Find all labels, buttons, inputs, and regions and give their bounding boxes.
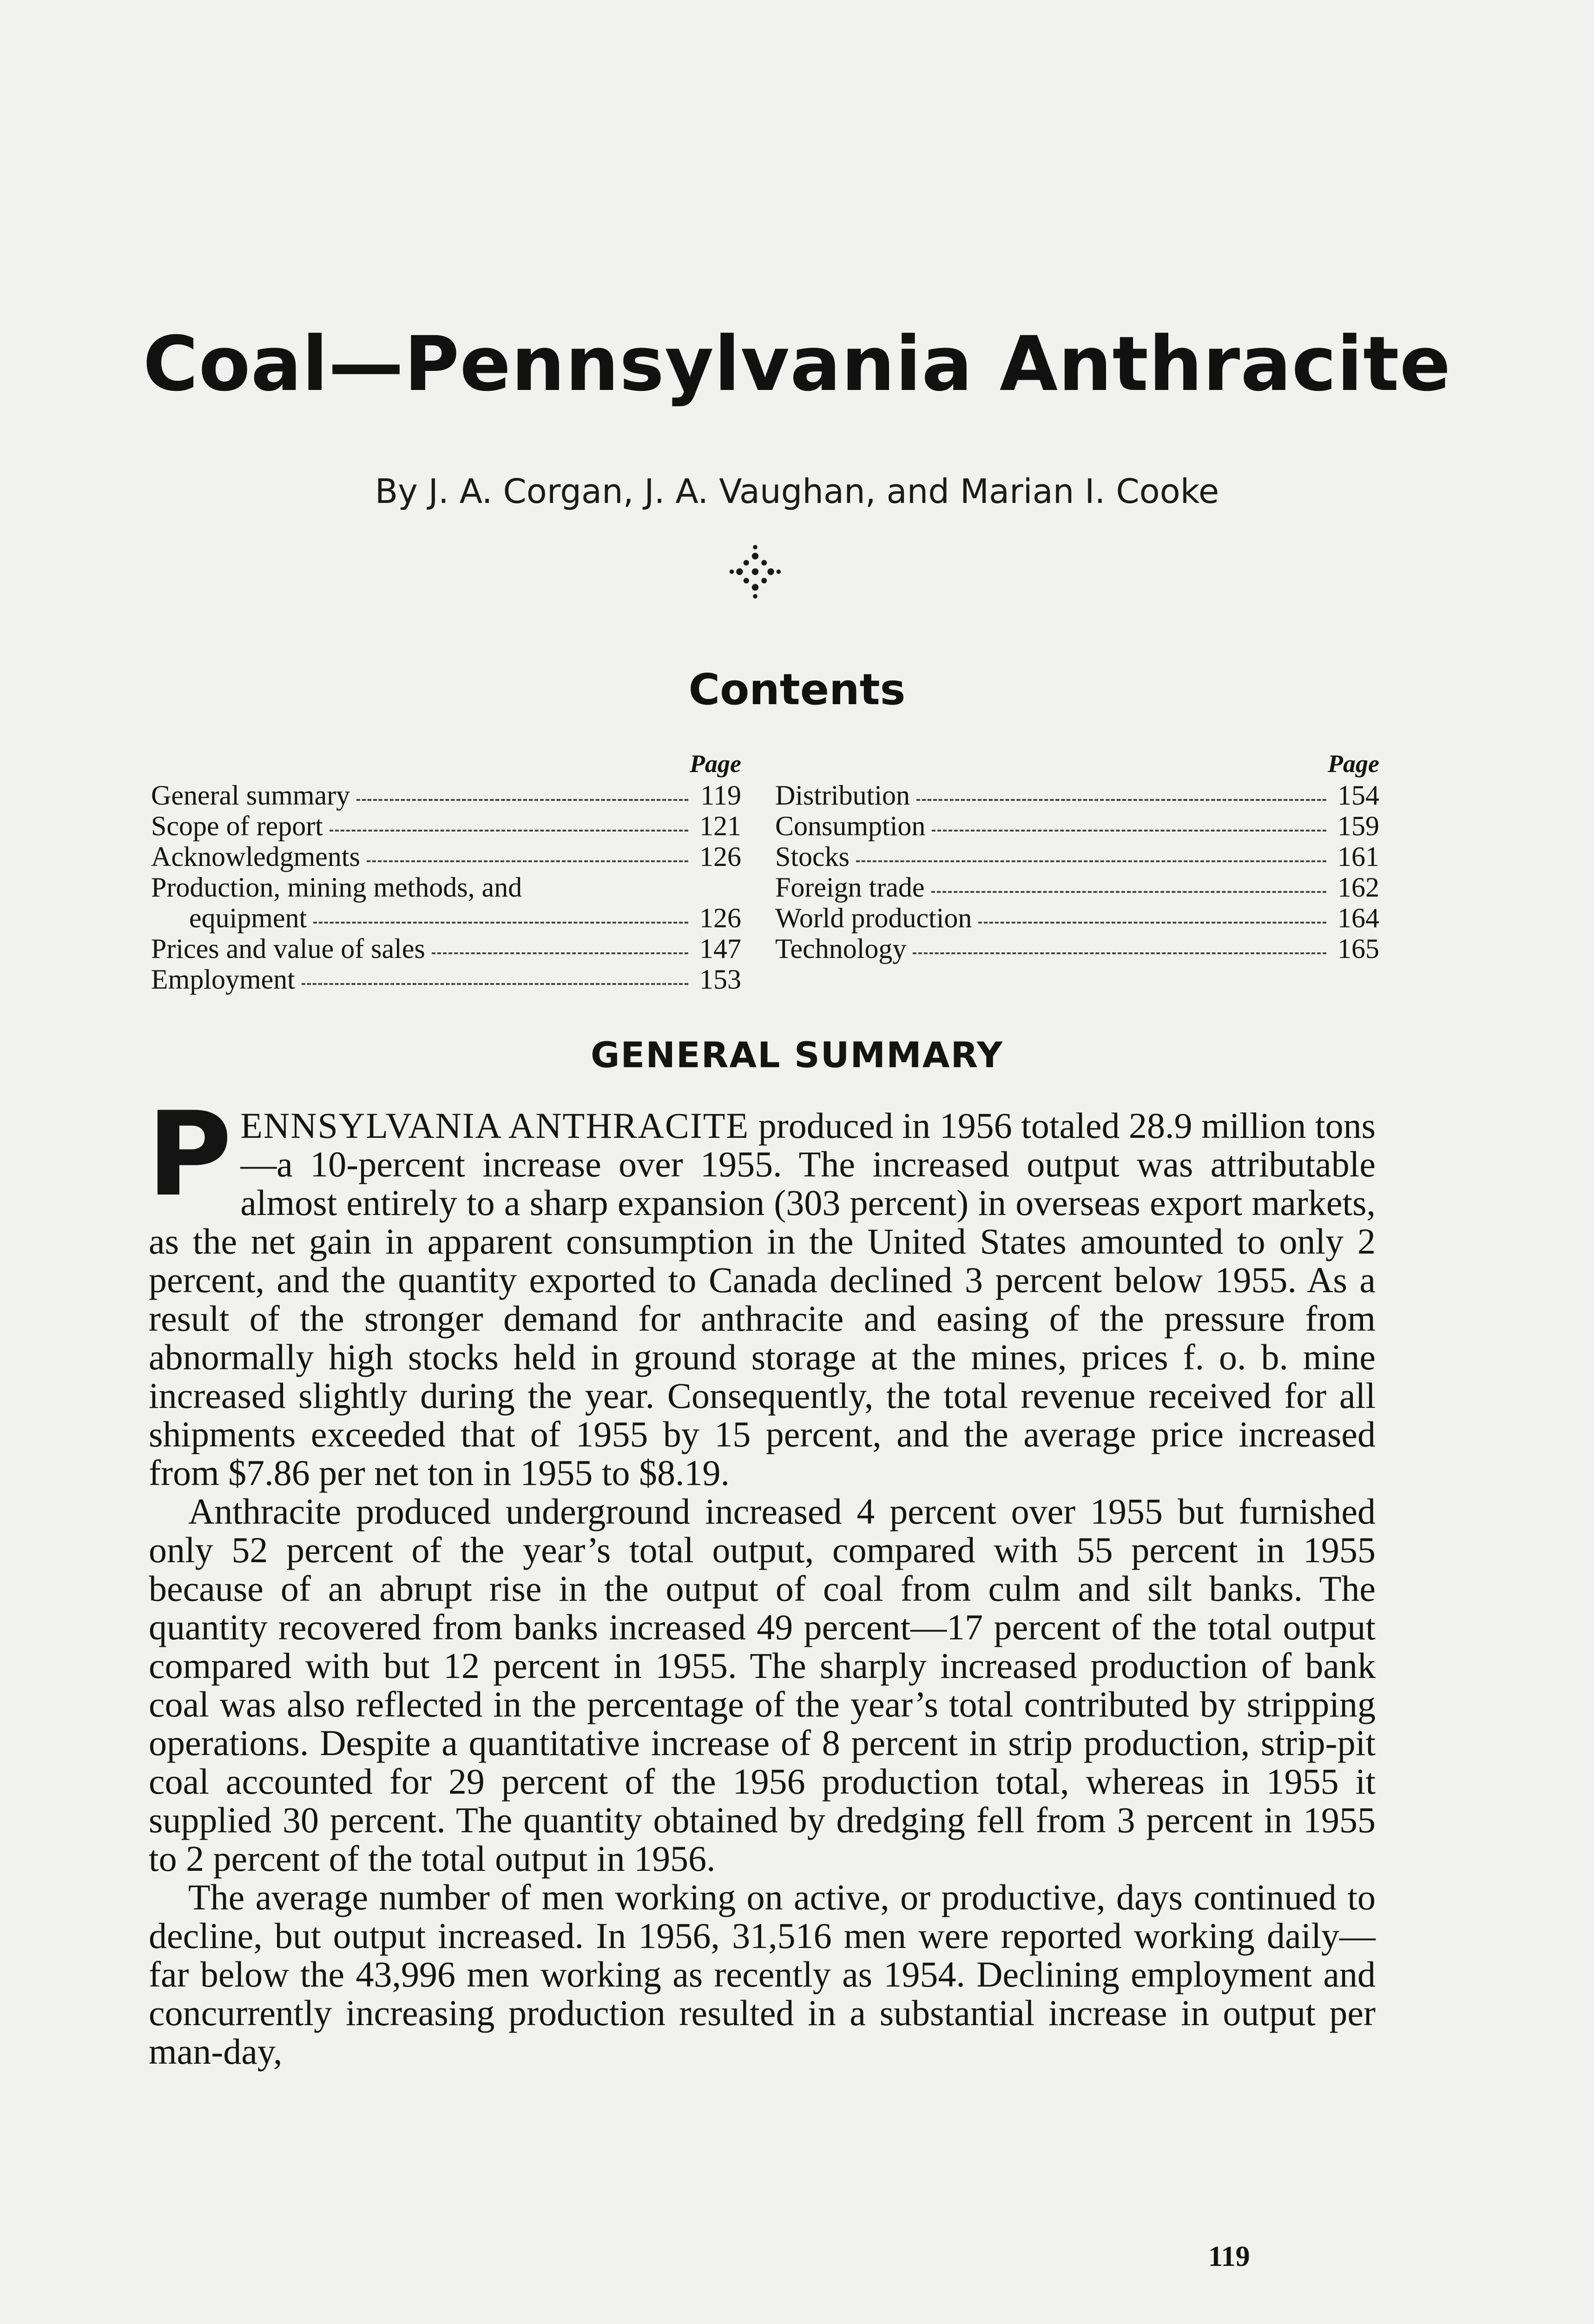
fleuron-ornament-icon [727, 544, 783, 600]
toc-entry[interactable] [151, 872, 741, 903]
toc-entry[interactable] [151, 811, 741, 841]
leader-dots [302, 983, 688, 985]
leader-dots [356, 799, 688, 801]
toc-entry-page: 147 [699, 933, 741, 964]
leader-dots [931, 891, 1326, 893]
leader-dots [856, 860, 1326, 862]
leader-dots [916, 799, 1326, 801]
section-heading: GENERAL SUMMARY [591, 1034, 1003, 1076]
leader-dots [329, 830, 688, 832]
toc-entry-label: Stocks [775, 841, 850, 872]
toc-entry-label: Prices and value of sales [151, 933, 425, 964]
toc-entry-label: Distribution [775, 780, 910, 811]
leader-dots [432, 952, 688, 954]
contents-heading: Contents [688, 665, 906, 714]
drop-cap: P [147, 1087, 232, 1222]
byline: By J. A. Corgan, J. A. Vaughan, and Marian I. Cooke [375, 472, 1219, 511]
toc-entry-page: 165 [1337, 933, 1379, 964]
toc-entry-page: 153 [699, 964, 741, 995]
toc-entry[interactable] [775, 903, 1379, 933]
paragraph: Anthracite produced underground increased 4 percent over 1955 but furnished only 52 percent of the year’s total output, compared with 55 percent in 1955 because of an abrupt rise in the output of coal from culm and silt banks. The quantity recovered from banks increased 49 percent—17 percent of the total output compared with but 12 percent in 1955. The sharply increased production of bank coal was also reflected in the percentage of the year’s total contributed by stripping operations. Despite a quantitative increase of 8 percent in strip production, strip-pit coal accounted for 29 percent of the 1956 production total, whereas in 1955 it supplied 30 percent. The quantity obtained by dredging fell from 3 percent in 1955 to 2 percent of the total output in 1956. [149, 1491, 1376, 1879]
toc-entry-label: Technology [775, 933, 907, 964]
toc-entry-page: 119 [700, 780, 741, 811]
leader-dots [932, 830, 1326, 832]
toc-entry[interactable] [775, 811, 1379, 841]
toc-left-column [151, 747, 741, 995]
leader-dots [913, 952, 1326, 954]
toc-entry[interactable] [775, 841, 1379, 872]
article-title: Coal—Pennsylvania Anthracite [143, 321, 1451, 408]
toc-entry[interactable] [775, 872, 1379, 903]
toc-entry-page: 162 [1337, 872, 1379, 903]
toc-entry-page: 164 [1337, 903, 1379, 933]
toc-entry-page: 121 [699, 811, 741, 841]
leader-dots [367, 860, 688, 862]
toc-page-header: Page [1328, 750, 1379, 778]
toc-entry[interactable] [151, 780, 741, 811]
toc-entry-page: 161 [1337, 841, 1379, 872]
toc-entry-label: World production [775, 903, 972, 933]
toc-entry-label: Foreign trade [775, 872, 925, 903]
toc-entry-page: 126 [699, 841, 741, 872]
toc-entry-page: 159 [1337, 811, 1379, 841]
toc-entry[interactable] [151, 933, 741, 964]
toc-entry[interactable] [775, 780, 1379, 811]
toc-entry-label: General summary [151, 780, 350, 811]
paragraph [147, 1087, 1376, 1493]
toc-entry-label: Production, mining methods, and [151, 872, 522, 903]
leader-dots [313, 922, 688, 924]
toc-entry-label: Acknowledgments [151, 841, 360, 872]
toc-entry-label: equipment [189, 903, 307, 933]
toc-right-column [775, 747, 1379, 964]
toc-entry[interactable] [151, 841, 741, 872]
paragraph-text: produced in 1956 totaled 28.9 million tons—a 10-percent increase over 1955. The increased output was attributable almost entirely to a sharp expansion (303 percent) in overseas export markets, as the net gain in apparent consumption in the United States amounted to only 2 percent, and the quantity exported to Canada declined 3 percent below 1955. As a result of the stronger demand for anthracite and easing of the pressure from abnormally high stocks held in ground storage at the mines, prices f. o. b. mine increased slightly during the year. Consequently, the total revenue received for all shipments exceeded that of 1955 by 15 percent, and the average price increased from $7.86 per net ton in 1955 to $8.19. [149, 1105, 1376, 1493]
leader-dots [978, 922, 1326, 924]
paragraph: The average number of men working on active, or productive, days continued to decline, but output increased. In 1956, 31,516 men were reported working daily—far below the 43,996 men working as recently as 1954. Declining employment and concurrently increasing production resulted in a substantial increase in output per man-day, [149, 1877, 1376, 2072]
toc-entry-label: Scope of report [151, 811, 323, 841]
article-body [147, 1087, 1376, 2072]
toc-entry-label: Employment [151, 964, 295, 995]
toc-entry[interactable] [151, 903, 741, 933]
toc-entry-page: 154 [1337, 780, 1379, 811]
toc-page-header: Page [690, 750, 741, 778]
toc-entry-page: 126 [699, 903, 741, 933]
page-number: 119 [1208, 2241, 1250, 2272]
lead-in-text: ENNSYLVANIA ANTHRACITE [240, 1105, 750, 1146]
toc-entry[interactable] [151, 964, 741, 995]
toc-entry-label: Consumption [775, 811, 926, 841]
toc-entry[interactable] [775, 933, 1379, 964]
